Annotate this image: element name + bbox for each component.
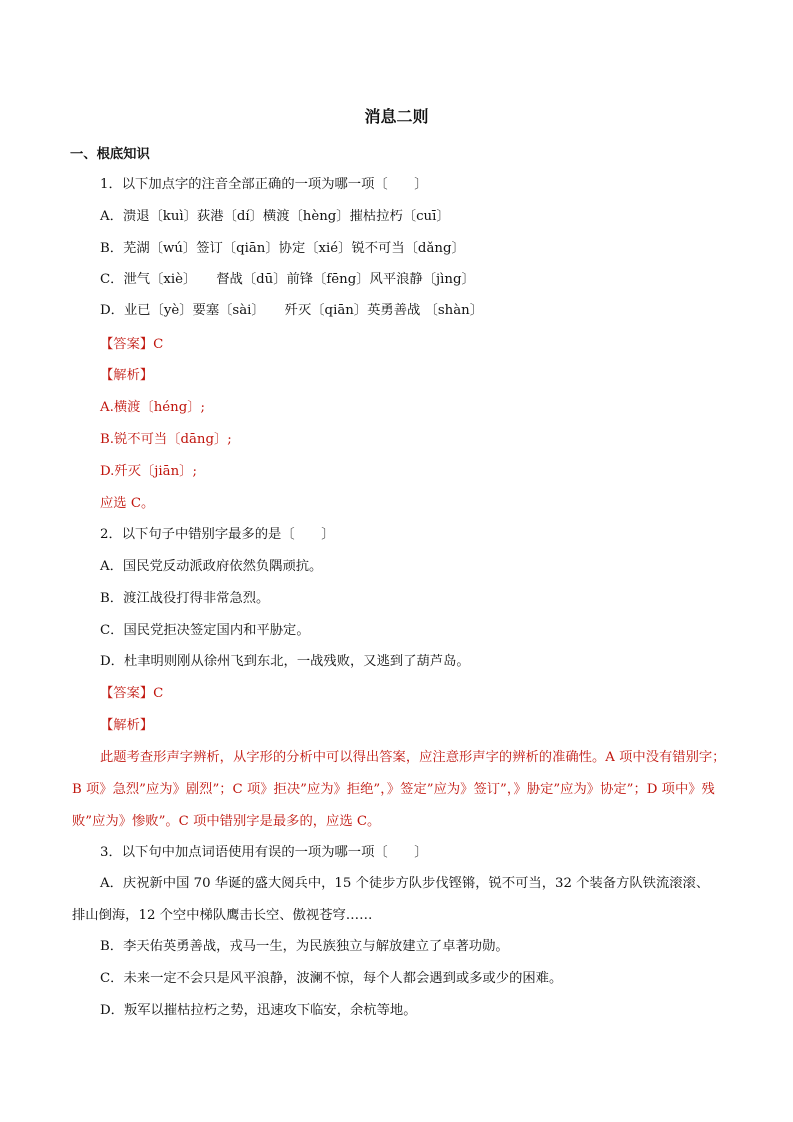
question-3-stem: 3．以下句中加点词语使用有误的一项为哪一项〔 〕 xyxy=(100,845,428,860)
question-3-option-b: B．李天佑英勇善战，戎马一生，为民族独立与解放建立了卓著功勋。 xyxy=(100,939,509,954)
section-heading: 一、根底知识 xyxy=(70,147,150,162)
question-1-analysis-line: B.锐不可当〔dāng〕; xyxy=(100,432,232,447)
question-2-option-a: A．国民党反动派政府依然负隅顽抗。 xyxy=(100,559,323,574)
question-2-analysis xyxy=(72,742,726,838)
question-2-option-d: D．杜聿明则刚从徐州飞到东北，一战残败，又逃到了葫芦岛。 xyxy=(100,654,470,669)
question-2-analysis-text: 此题考查形声字辨析，从字形的分析中可以得出答案，应注意形声字的辨析的准确性。A 项中没有错别字；B 项》急烈”应为》剧烈”；C 项》拒决”应为》拒绝”，》签定”应为》签订”，》胁定”应为》协定”；D 项中》残败”应为》惨败”。C 项中错别字是最多的，应选 C。 xyxy=(72,750,726,829)
question-2-option-c: C．国民党拒决签定国内和平胁定。 xyxy=(100,623,310,638)
question-2-stem: 2．以下句子中错别字最多的是〔 〕 xyxy=(100,527,335,542)
page-title: 消息二则 xyxy=(364,107,429,126)
question-1-analysis-label: 【解析】 xyxy=(100,368,154,383)
question-1-option-a: A．溃退〔kuì〕荻港〔dí〕横渡〔hèng〕摧枯拉朽〔cuī〕 xyxy=(100,209,450,224)
question-3-option-a: A．庆祝新中国 70 华诞的盛大阅兵中，15 个徒步方队步伐铿锵，锐不可当，32 个装备方队铁流滚滚、 xyxy=(100,876,710,891)
question-1-option-c: C．泄气〔xiè〕 督战〔dū〕前锋〔fēng〕风平浪静〔jìng〕 xyxy=(100,272,475,287)
question-1-analysis-line: D.歼灭〔jiān〕; xyxy=(100,464,197,479)
question-1-option-d: D．业已〔yè〕要塞〔sài〕 歼灭〔qiān〕英勇善战 〔shàn〕 xyxy=(100,303,483,318)
question-1-option-b: B．芜湖〔wú〕签订〔qiān〕协定〔xié〕锐不可当〔dǎng〕 xyxy=(100,241,465,256)
question-3-option-a-continued: 排山倒海，12 个空中梯队鹰击长空、傲视苍穹…… xyxy=(72,908,373,923)
question-3-option-c: C．未来一定不会只是风平浪静，波澜不惊，每个人都会遇到或多或少的困难。 xyxy=(100,971,563,986)
question-2-option-b: B．渡江战役打得非常急烈。 xyxy=(100,591,270,606)
question-1-analysis-line: A.横渡〔héng〕; xyxy=(100,400,206,415)
question-3-option-d: D．叛军以摧枯拉朽之势，迅速攻下临安，余杭等地。 xyxy=(100,1003,417,1018)
question-2-answer: 【答案】C xyxy=(100,686,164,701)
question-2-analysis-label: 【解析】 xyxy=(100,718,154,733)
question-1-answer: 【答案】C xyxy=(100,337,164,352)
question-1-analysis-line: 应选 C。 xyxy=(100,496,155,511)
question-1-stem: 1．以下加点字的注音全部正确的一项为哪一项〔 〕 xyxy=(100,177,428,192)
